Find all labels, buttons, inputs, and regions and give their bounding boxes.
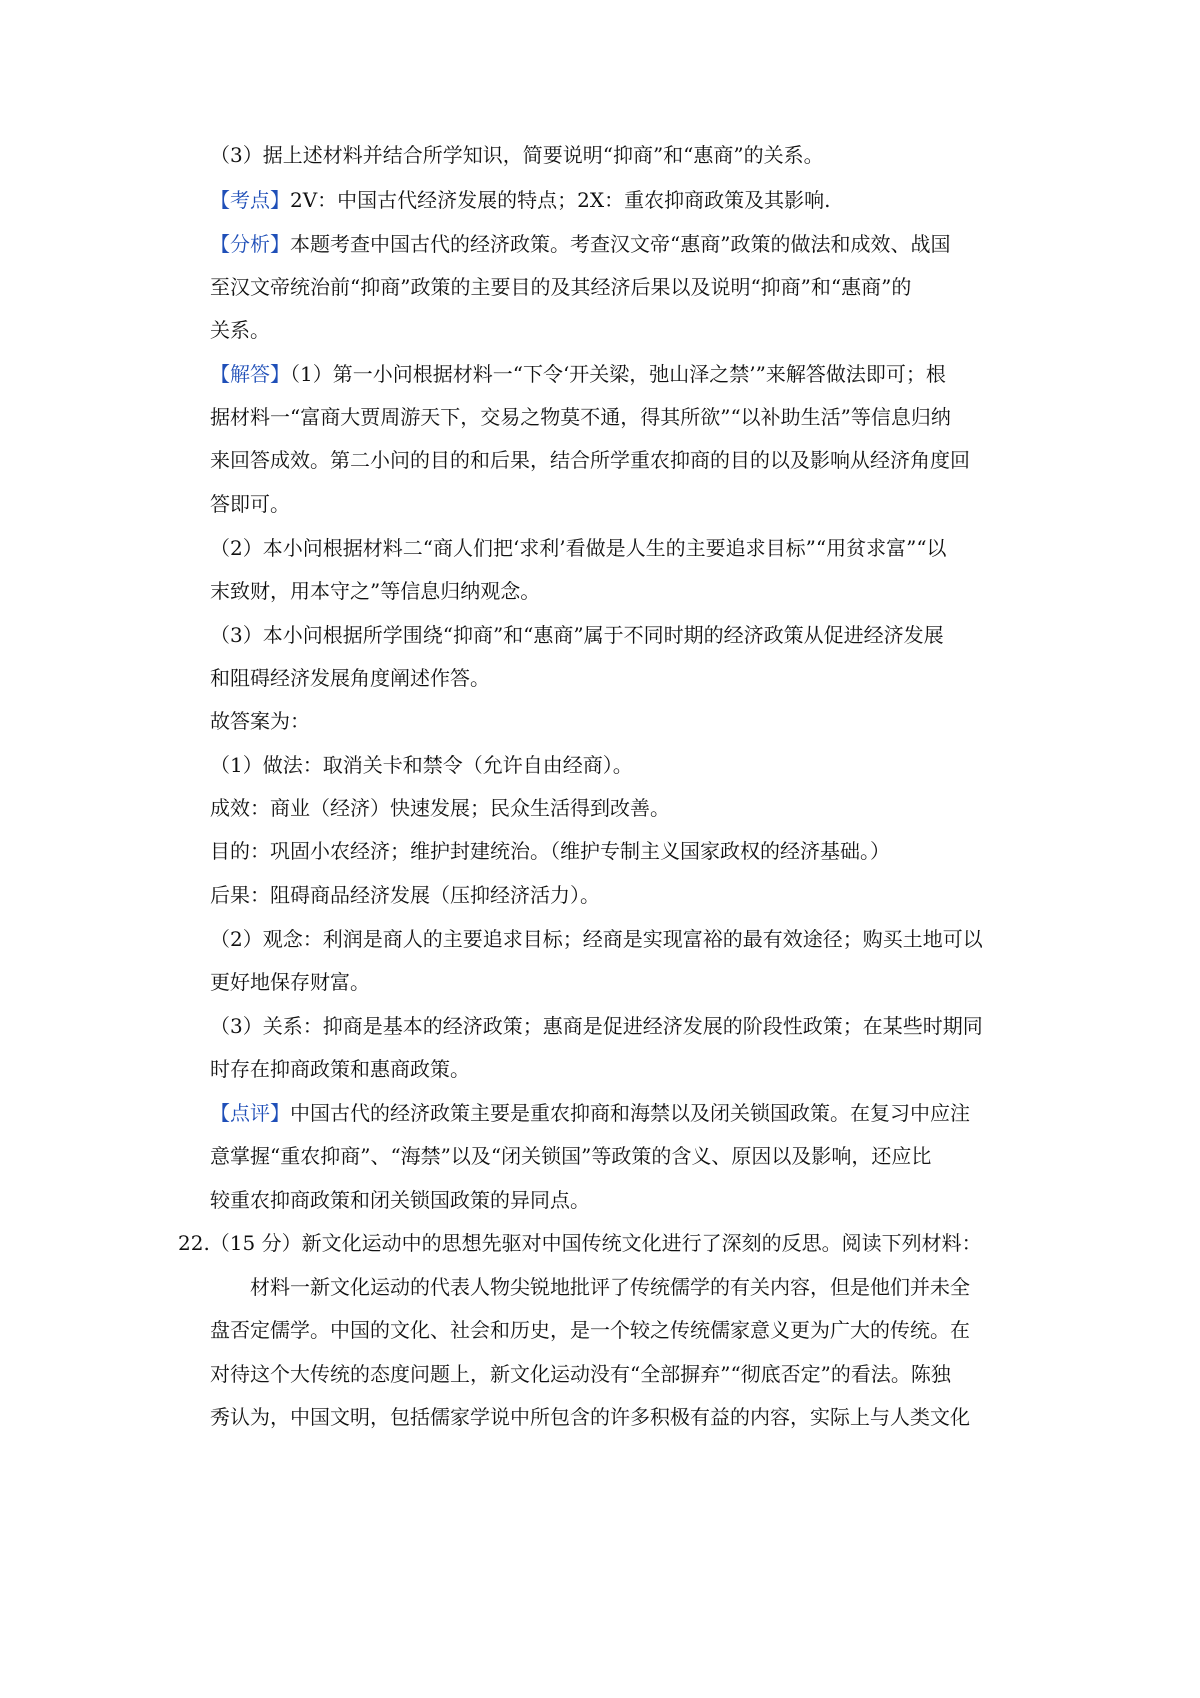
fenxi-tag: 【分析】 [210, 232, 290, 256]
material-line: 对待这个大传统的态度问题上，新文化运动没有“全部摒弃”“彻底否定”的看法。陈独 [210, 1362, 951, 1386]
text-line: 较重农抑商政策和闭关锁国政策的异同点。 [210, 1188, 590, 1212]
text-line: 成效：商业（经济）快速发展；民众生活得到改善。 [210, 796, 670, 820]
kaodian-tag: 【考点】 [210, 188, 290, 212]
text-line: 和阻碍经济发展角度阐述作答。 [210, 666, 490, 690]
material-line: 秀认为，中国文明，包括儒家学说中所包含的许多积极有益的内容，实际上与人类文化 [210, 1405, 970, 1429]
text-line: 目的：巩固小农经济；维护封建统治。（维护专制主义国家政权的经济基础。） [210, 839, 890, 863]
question-22: 22.（15 分）新文化运动中的思想先驱对中国传统文化进行了深刻的反思。阅读下列材料： [178, 1231, 982, 1255]
text-line: 至汉文帝统治前“抑商”政策的主要目的及其经济后果以及说明“抑商”和“惠商”的 [210, 275, 912, 299]
text-line: （1）做法：取消关卡和禁令（允许自由经商）。 [210, 753, 633, 777]
text-line: 关系。 [210, 318, 270, 342]
text-line: （3）据上述材料并结合所学知识，简要说明“抑商”和“惠商”的关系。 [210, 143, 824, 167]
text-line: 意掌握“重农抑商”、“海禁”以及“闭关锁国”等政策的含义、原因以及影响，还应比 [210, 1144, 932, 1168]
text-line: 来回答成效。第二小问的目的和后果，结合所学重农抑商的目的以及影响从经济角度回 [210, 448, 970, 472]
fenxi-line: 【分析】本题考查中国古代的经济政策。考查汉文帝“惠商”政策的做法和成效、战国 [210, 232, 951, 256]
text-line: （2）本小问根据材料二“商人们把‘求利’看做是人生的主要追求目标”“用贫求富”“以 [210, 536, 947, 560]
text-line: 更好地保存财富。 [210, 970, 370, 994]
material-line: 盘否定儒学。中国的文化、社会和历史，是一个较之传统儒家意义更为广大的传统。在 [210, 1318, 970, 1342]
text-line: 据材料一“富商大贾周游天下，交易之物莫不通，得其所欲”“以补助生活”等信息归纳 [210, 405, 951, 429]
text-line: 答即可。 [210, 492, 290, 516]
dianping-line: 【点评】中国古代的经济政策主要是重农抑商和海禁以及闭关锁国政策。在复习中应注 [210, 1101, 970, 1125]
text-line: 故答案为： [210, 709, 310, 733]
material-line: 材料一新文化运动的代表人物尖锐地批评了传统儒学的有关内容，但是他们并未全 [250, 1275, 970, 1299]
text-line: （3）本小问根据所学围绕“抑商”和“惠商”属于不同时期的经济政策从促进经济发展 [210, 623, 944, 647]
dianping-tag: 【点评】 [210, 1101, 290, 1125]
kaodian-line: 【考点】2V：中国古代经济发展的特点；2X：重农抑商政策及其影响. [210, 188, 831, 212]
text-line: （3）关系：抑商是基本的经济政策；惠商是促进经济发展的阶段性政策；在某些时期同 [210, 1014, 983, 1038]
text-line: 末致财，用本守之”等信息归纳观念。 [210, 579, 541, 603]
text-line: 后果：阻碍商品经济发展（压抑经济活力）。 [210, 883, 600, 907]
text-line: （2）观念：利润是商人的主要追求目标；经商是实现富裕的最有效途径；购买土地可以 [210, 927, 983, 951]
jieda-line: 【解答】（1）第一小问根据材料一“下令‘开关梁，弛山泽之禁’”来解答做法即可；根 [210, 362, 946, 386]
jieda-tag: 【解答】 [210, 362, 290, 386]
text-line: 时存在抑商政策和惠商政策。 [210, 1057, 470, 1081]
